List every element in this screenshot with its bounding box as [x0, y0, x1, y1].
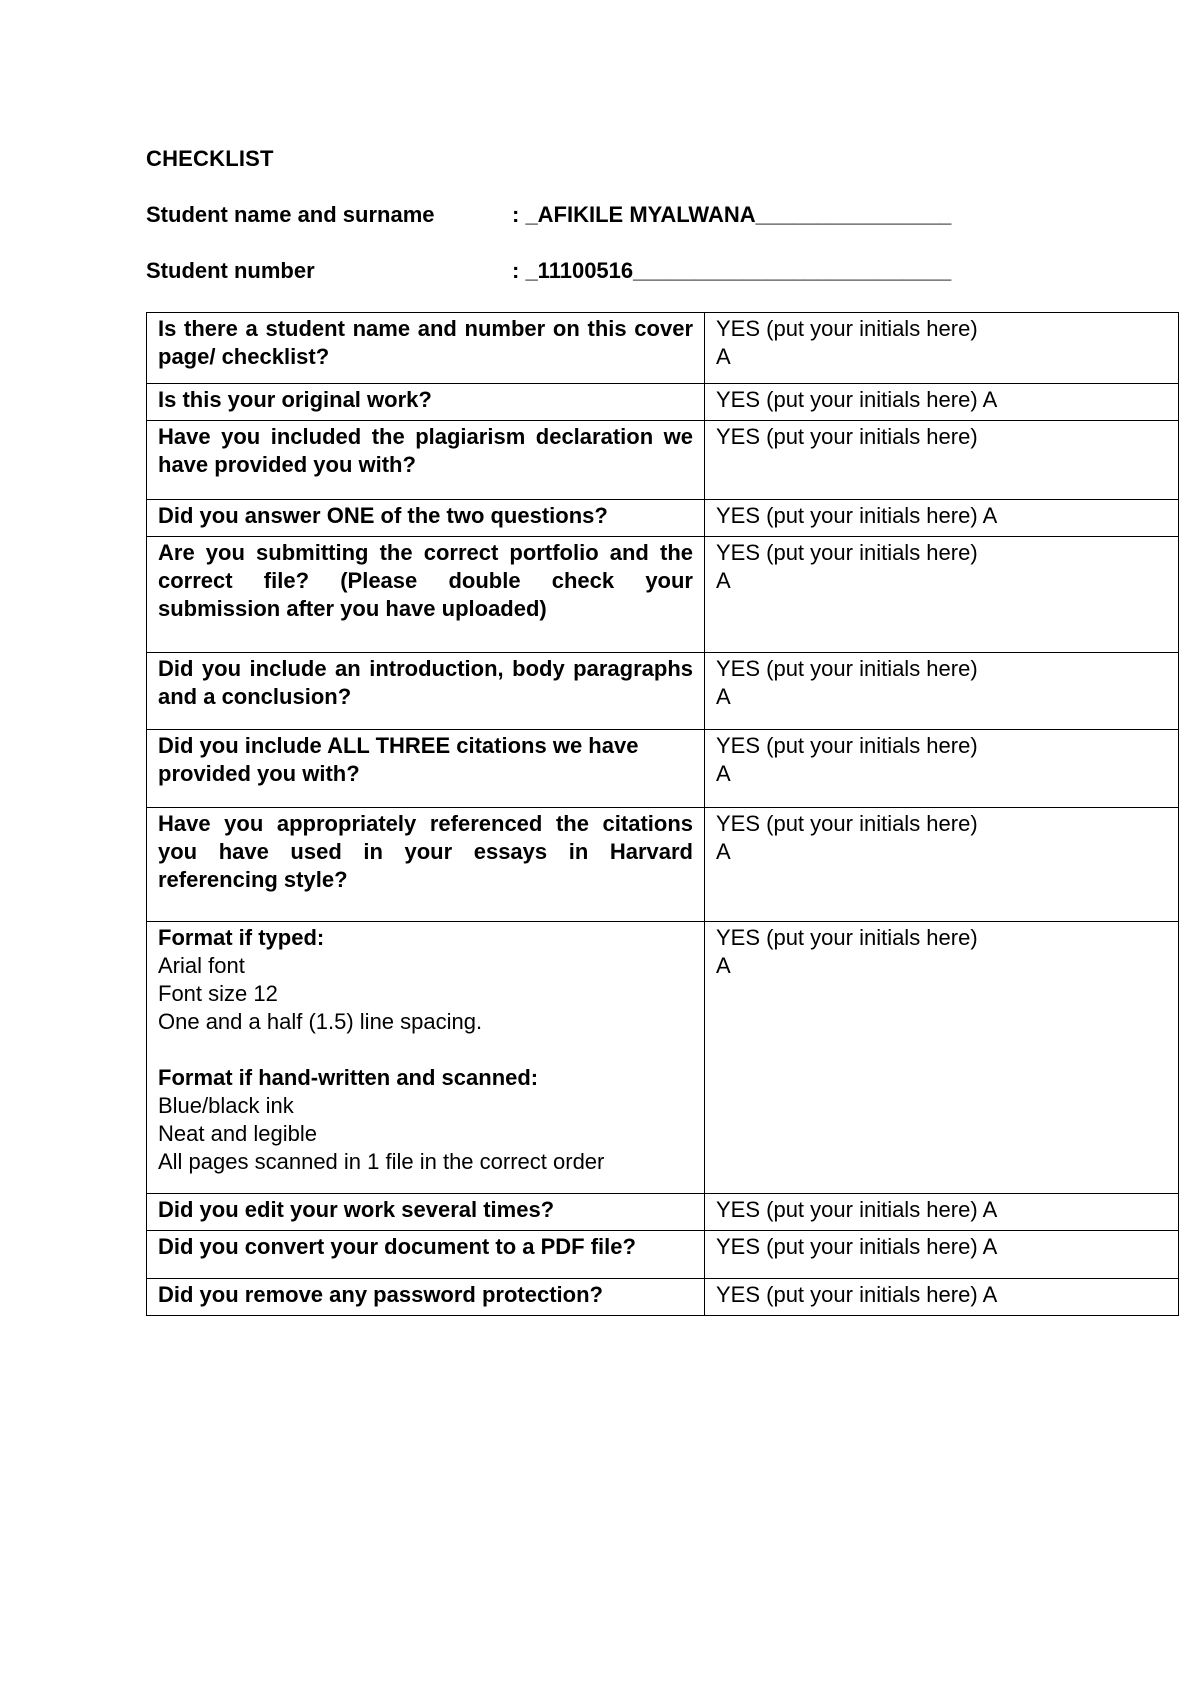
answer-text: YES (put your initials here)	[716, 733, 978, 758]
answer-text: YES (put your initials here) A	[716, 503, 998, 528]
answer-text: YES (put your initials here) A	[716, 387, 998, 412]
student-number-label: Student number	[146, 258, 315, 283]
checklist-answer	[705, 313, 1179, 384]
checklist-row	[147, 500, 1179, 537]
page-title: CHECKLIST	[146, 146, 274, 171]
answer-text: YES (put your initials here)	[716, 925, 978, 950]
checklist-answer	[705, 1279, 1179, 1316]
format-item: All pages scanned in 1 file in the correct order	[158, 1149, 605, 1174]
student-name-label: Student name and surname	[146, 202, 435, 227]
checklist-question	[147, 730, 705, 808]
answer-text: YES (put your initials here)	[716, 656, 978, 681]
spacer	[158, 1036, 693, 1064]
question-emphasis: ALL THREE	[327, 733, 451, 758]
student-name-value: : _AFIKILE MYALWANA________________	[512, 202, 952, 227]
checklist-row	[147, 421, 1179, 500]
checklist-answer	[705, 384, 1179, 421]
checklist-question	[147, 500, 705, 537]
answer-initials: A	[716, 684, 731, 709]
format-item: Blue/black ink	[158, 1093, 294, 1118]
checklist-question: Have you included the plagiarism declaration we have provided you with?	[147, 421, 705, 500]
checklist-row	[147, 537, 1179, 653]
checklist-row	[147, 1194, 1179, 1231]
checklist-answer	[705, 421, 1179, 500]
checklist-question: Did you convert your document to a PDF file?	[147, 1231, 705, 1279]
answer-text: YES (put your initials here)	[716, 540, 978, 565]
answer-initials: A	[716, 568, 731, 593]
answer-text: YES (put your initials here) A	[716, 1197, 998, 1222]
format-item: Font size 12	[158, 981, 278, 1006]
checklist-row	[147, 808, 1179, 922]
checklist-answer	[705, 653, 1179, 730]
format-item: One and a half (1.5) line spacing.	[158, 1009, 483, 1034]
format-item: Arial font	[158, 953, 245, 978]
checklist-question: Did you remove any password protection?	[147, 1279, 705, 1316]
answer-text: YES (put your initials here)	[716, 424, 978, 449]
checklist-answer	[705, 922, 1179, 1194]
student-number-row	[146, 258, 1006, 288]
checklist-answer	[705, 1194, 1179, 1231]
question-text: Did you answer	[158, 503, 327, 528]
checklist-row	[147, 1231, 1179, 1279]
student-number-value: : _11100516__________________________	[512, 258, 952, 283]
question-text: citations we have provided you with?	[158, 733, 639, 786]
answer-initials: A	[716, 839, 731, 864]
checklist-question: Have you appropriately referenced the citations you have used in your essays in Harvard referencing style?	[147, 808, 705, 922]
checklist-answer	[705, 1231, 1179, 1279]
question-text: Did you include	[158, 733, 328, 758]
checklist-answer	[705, 500, 1179, 537]
answer-initials: A	[716, 761, 731, 786]
checklist-answer	[705, 808, 1179, 922]
checklist-question: Is this your original work?	[147, 384, 705, 421]
checklist-answer	[705, 537, 1179, 653]
checklist-question: Is there a student name and number on this cover page/ checklist?	[147, 313, 705, 384]
format-typed-heading: Format if typed:	[158, 925, 325, 950]
answer-text: YES (put your initials here) A	[716, 1234, 998, 1259]
checklist-row	[147, 1279, 1179, 1316]
question-text: of the two questions?	[374, 503, 608, 528]
format-scanned-heading: Format if hand-written and scanned:	[158, 1065, 539, 1090]
answer-text: YES (put your initials here) A	[716, 1282, 998, 1307]
checklist-row	[147, 922, 1179, 1194]
question-emphasis: ONE	[326, 503, 375, 528]
checklist-row	[147, 313, 1179, 384]
checklist-question: Did you include an introduction, body paragraphs and a conclusion?	[147, 653, 705, 730]
student-name-row	[146, 202, 1006, 232]
checklist-table	[146, 312, 1179, 1316]
format-requirements	[147, 922, 705, 1194]
checklist-row	[147, 730, 1179, 808]
checklist-answer	[705, 730, 1179, 808]
checklist-question: Are you submitting the correct portfolio and the correct file? (Please double check your submission after you have uploaded)	[147, 537, 705, 653]
format-item: Neat and legible	[158, 1121, 318, 1146]
answer-initials: A	[716, 344, 731, 369]
checklist-row	[147, 384, 1179, 421]
answer-text: YES (put your initials here)	[716, 316, 978, 341]
answer-initials: A	[716, 953, 731, 978]
answer-text: YES (put your initials here)	[716, 811, 978, 836]
checklist-row	[147, 653, 1179, 730]
checklist-question: Did you edit your work several times?	[147, 1194, 705, 1231]
